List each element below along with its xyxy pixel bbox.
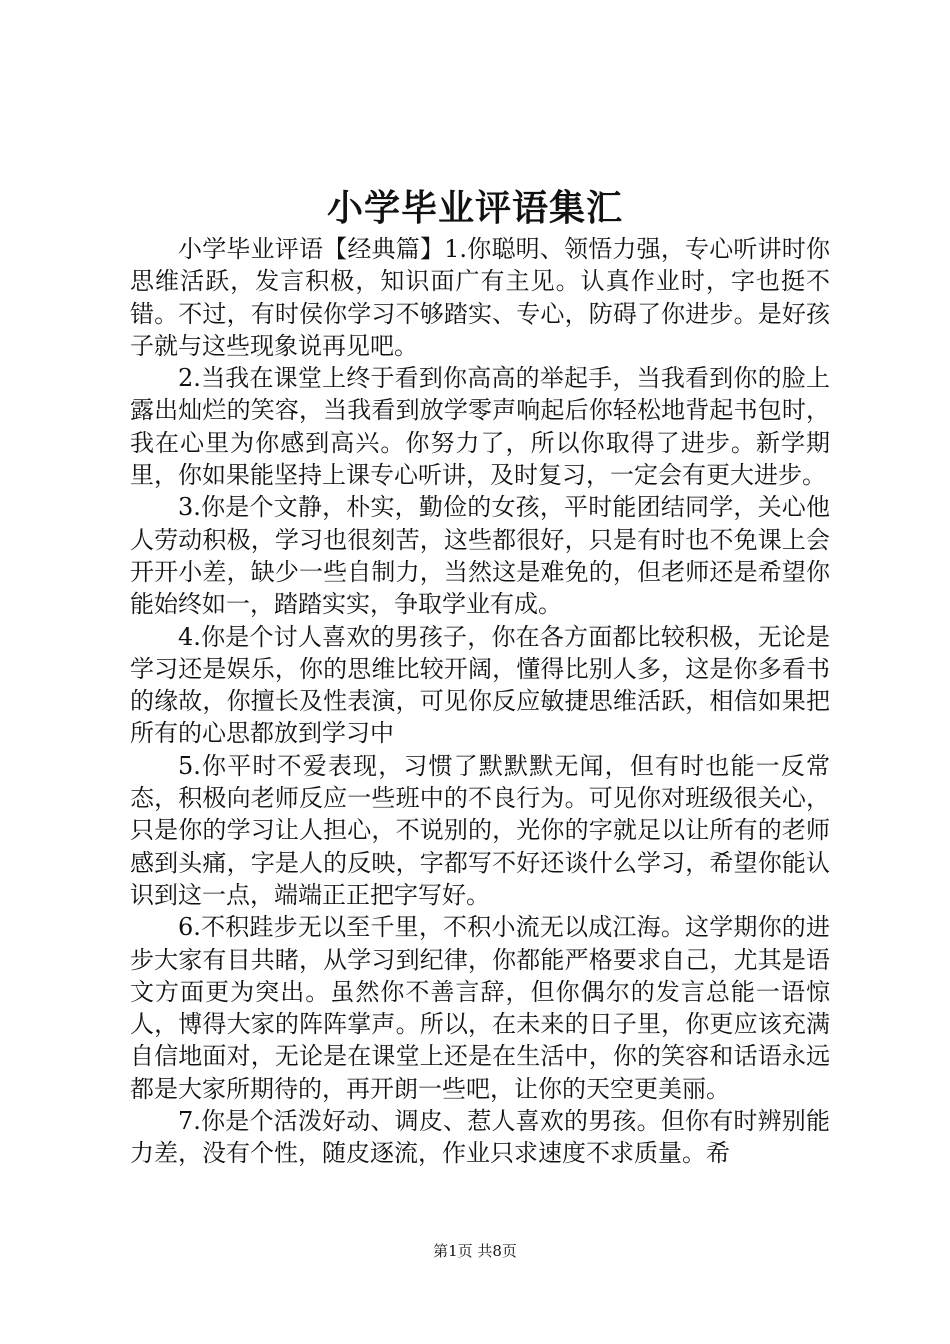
document-title: 小学毕业评语集汇 xyxy=(326,187,623,229)
page-number-footer: 第1页 共8页 xyxy=(433,1242,517,1260)
paragraph-6: 6.不积跬步无以至千里，不积小流无以成江海。这学期你的进步大家有目共睹，从学习到纪律，你都能严格要求自己，尤其是语文方面更为突出。虽然你不善言辞，但你偶尔的发言总能一语惊人，博得大家的阵阵掌声。所以，在未来的日子里，你更应该充满自信地面对，无论是在课堂上还是在生活中，你的笑容和话语永远都是大家所期待的，再开朗一些吧，让你的天空更美丽。 xyxy=(130,913,830,1103)
document-body xyxy=(130,233,830,1170)
paragraph-1: 小学毕业评语【经典篇】1.你聪明、领悟力强，专心听讲时你思维活跃，发言积极，知识面广有主见。认真作业时，字也挺不错。不过，有时侯你学习不够踏实、专心，防碍了你进步。是好孩子就与这些现象说再见吧。 xyxy=(130,235,830,360)
paragraph-3: 3.你是个文静，朴实，勤俭的女孩，平时能团结同学，关心他人劳动积极，学习也很刻苦，这些都很好，只是有时也不免课上会开开小差，缺少一些自制力，当然这是难免的，但老师还是希望你能始终如一，踏踏实实，争取学业有成。 xyxy=(130,493,830,619)
paragraph-2: 2.当我在课堂上终于看到你高高的举起手，当我看到你的脸上露出灿烂的笑容，当我看到放学零声响起后你轻松地背起书包时，我在心里为你感到高兴。你努力了，所以你取得了进步。新学期里，你如果能坚持上课专心听讲，及时复习，一定会有更大进步。 xyxy=(130,364,830,490)
paragraph-4: 4.你是个讨人喜欢的男孩子，你在各方面都比较积极，无论是学习还是娱乐，你的思维比较开阔，懂得比别人多，这是你多看书的缘故，你擅长及性表演，可见你反应敏捷思维活跃，相信如果把所有的心思都放到学习中 xyxy=(130,622,830,748)
paragraph-5: 5.你平时不爱表现，习惯了默默默无闻，但有时也能一反常态，积极向老师反应一些班中的不良行为。可见你对班级很关心，只是你的学习让人担心，不说别的，光你的字就足以让所有的老师感到头痛，字是人的反映，字都写不好还谈什么学习，希望你能认识到这一点，端端正正把字写好。 xyxy=(130,751,830,909)
paragraph-7: 7.你是个活泼好动、调皮、惹人喜欢的男孩。但你有时辨别能力差，没有个性，随皮逐流，作业只求速度不求质量。希 xyxy=(130,1107,830,1168)
